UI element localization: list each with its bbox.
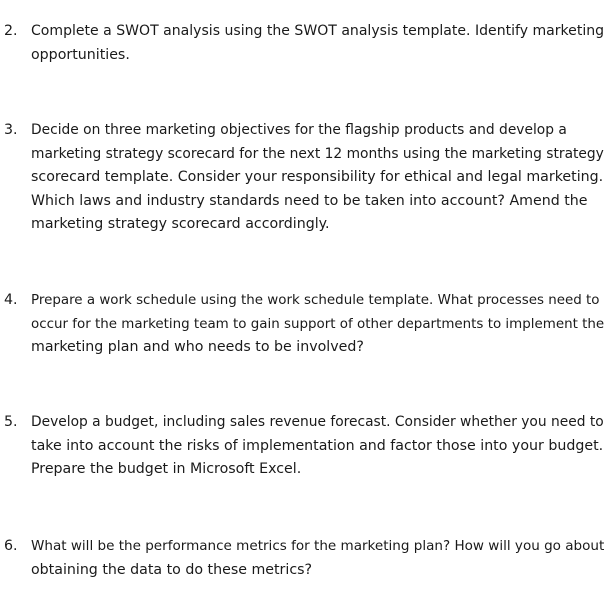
list-item-text [31,119,604,237]
list-number: 2. [4,23,18,39]
text-line: What will be the performance metrics for the marketing plan? How will you go about [31,538,605,554]
list-item-text [31,289,604,360]
text-line: scorecard template. Consider your responsibility for ethical and legal marketing. [31,169,604,186]
list-item-4 [4,289,604,360]
text-line: opportunities. [31,46,130,63]
list-item-text [31,20,604,67]
list-item-2 [4,20,604,67]
list-number: 3. [4,122,18,138]
list-number: 4. [4,292,18,308]
text-line: Decide on three marketing objectives for the flagship products and develop a [31,122,567,138]
text-line: marketing strategy scorecard accordingly. [31,216,330,233]
text-line: marketing plan and who needs to be involved? [31,339,364,356]
text-line: Prepare the budget in Microsoft Excel. [31,461,302,478]
list-item-5 [4,411,604,482]
text-line: take into account the risks of implementation and factor those into your budget. [31,437,604,454]
list-number: 5. [4,414,18,430]
list-item-6 [4,535,604,582]
list-item-text [31,535,604,582]
text-line: Complete a SWOT analysis using the SWOT analysis template. Identify marketing [31,23,605,39]
text-line: marketing strategy scorecard for the next 12 months using the marketing strategy [31,145,604,162]
text-line: Which laws and industry standards need to be taken into account? Amend the [31,192,588,209]
list-item-3 [4,119,604,237]
text-line: obtaining the data to do these metrics? [31,561,313,578]
text-line: occur for the marketing team to gain support of other departments to implement the [31,316,605,332]
list-number: 6. [4,538,18,554]
text-line: Prepare a work schedule using the work schedule template. What processes need to [31,293,600,308]
list-item-text [31,411,604,482]
text-line: Develop a budget, including sales revenue forecast. Consider whether you need to [31,414,604,430]
